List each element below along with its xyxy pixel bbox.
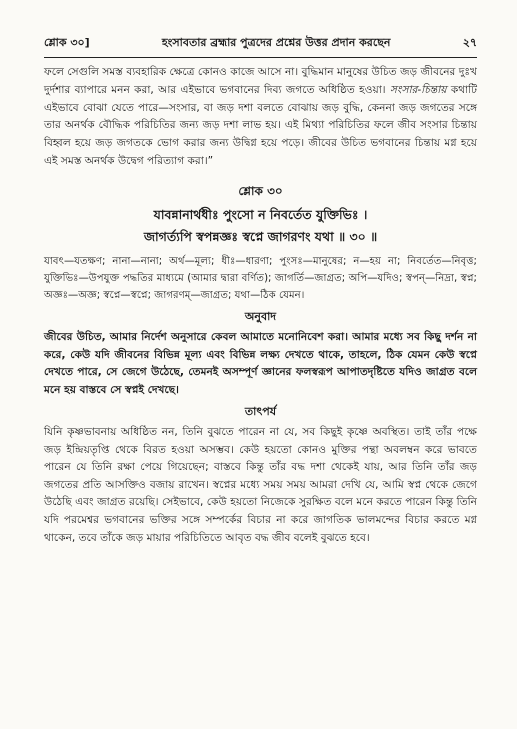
intro-text-end: কথাটি এইভাবে বোঝা যেতে পারে—সংসার, বা জড় দশা বলতে বোঝায় জড় বুদ্ধি, কেননা জড় জগতের সঙ্গে তার অনর্থক বৌদ্ধিক পরিচিতির জন্য জড় দশা লাভ হয়। এই মিথ্যা পরিচিতির ফলে জীব সংসার চিন্তায় বিহ্বল হয়ে জড় জগতকে ভোগ করার জন্য উদ্বিগ্ন হয়ে পড়ে। জীবের উচিত ভগবানের চিন্তায় মগ্ন হয়ে এই সমস্ত অনর্থক উদ্বেগ পরিত্যাগ করা।” xyxy=(44,83,478,167)
header-chapter-title: হংসাবতার ব্রহ্মার পুত্রদের প্রশ্নের উত্তর প্রদান করছেন xyxy=(161,36,391,49)
translation-heading: অনুবাদ xyxy=(244,310,277,324)
word-synonyms: যাবৎ—যতক্ষণ; নানা—নানা; অর্থ—মূল্য; ধীঃ—ধারণা; পুংসঃ—মানুষের; ন—হয় না; নিবর্তেত—নিবৃত্ত; যুক্তিভিঃ—উপযুক্ত পদ্ধতির মাধ্যমে (আমার দ্বারা বর্ণিত); জাগর্তি—জাগ্রত; অপি—যদিও; স্বপন্—নিদ্রা, স্বপ্ন; অজ্ঞঃ—অজ্ঞ; স্বপ্নে—স্বপ্নে; জাগরণম্—জাগ্রত; যথা—ঠিক যেমন। xyxy=(44,255,477,302)
purport-text: যিনি কৃষ্ণভাবনায় অধিষ্ঠিত নন, তিনি বুঝতে পারেন না যে, সব কিছুই কৃষ্ণে অবস্থিত। তাই তাঁর পক্ষে জড় ইন্দ্রিয়তৃপ্তি থেকে বিরত হওয়া অসম্ভব। কেউ হয়তো কোনও মুক্তির পন্থা অবলম্বন করে ভাবতে পারেন যে তিনি রক্ষা পেয়ে গিয়েছেন; বাস্তবে কিন্তু তাঁর বদ্ধ দশা থেকেই যায়, আর তিনি তাঁর জড় জগতের প্রতি আসক্তিও বজায় রাখেন। স্বপ্নের মধ্যে সময় সময় আমরা দেখি যে, আমি স্বপ্ন থেকে জেগে উঠেছি এবং জাগ্রত রয়েছি। সেইভাবে, কেউ হয়তো নিজেকে সুরক্ষিত বলে মনে করতে পারেন কিন্তু তিনি যদি পরমেশ্বর ভগবানের ভক্তির সঙ্গে সম্পর্কের বিচার না করে জাগতিক ভালমন্দের বিচার করতে মগ্ন থাকেন, তবে তাঁকে জড় মায়ার পরিচিতিতে আবৃত বদ্ধ জীব বলেই বুঝতে হবে। xyxy=(44,426,477,544)
translation-text: জীবের উচিত, আমার নির্দেশ অনুসারে কেবল আমাতে মনোনিবেশ করা। আমার মধ্যে সব কিছু দর্শন না করে, কেউ যদি জীবনের বিভিন্ন মূল্য এবং বিভিন্ন লক্ষ্য দেখতে থাকে, তাহলে, ঠিক যেমন কেউ স্বপ্নে দেখতে পারে, সে জেগে উঠেছে, তেমনই অসম্পূর্ণ জ্ঞানের ফলস্বরূপ আপাতদৃষ্টিতে যদিও জাগ্রত বলে মনে হয় বাস্তবে সে স্বপ্নই দেখছে। xyxy=(44,331,477,396)
intro-paragraph xyxy=(44,64,477,171)
header-verse-ref: শ্লোক ৩০] xyxy=(44,36,90,49)
verse-label: শ্লোক ৩০ xyxy=(238,183,283,198)
verse-line-1: যাবন্নানার্থধীঃ পুংসো ন নিবর্তেত যুক্তিভিঃ । xyxy=(153,206,368,222)
intro-emphasis: সংসার-চিন্তায় xyxy=(389,83,447,96)
page-number: ২৭ xyxy=(462,36,477,49)
intro-text-start: ফলে সেগুলি সমস্ত ব্যবহারিক ক্ষেত্রে কোনও কাজে আসে না। বুদ্ধিমান মানুষের উচিত জড় জীবনের দুঃখ দুর্দশার ব্যাপারে মনন করা, আর এইভাবে ভগবানের দিব্য জগতে অধিষ্ঠিত হওয়া। xyxy=(44,66,477,96)
running-header xyxy=(44,34,477,58)
verse-line-2: জাগর্ত্যপি স্বপন্নজ্ঞঃ স্বপ্নে জাগরণং যথা ॥ ৩০ ॥ xyxy=(143,228,378,244)
purport-heading: তাৎপর্য xyxy=(244,405,277,419)
